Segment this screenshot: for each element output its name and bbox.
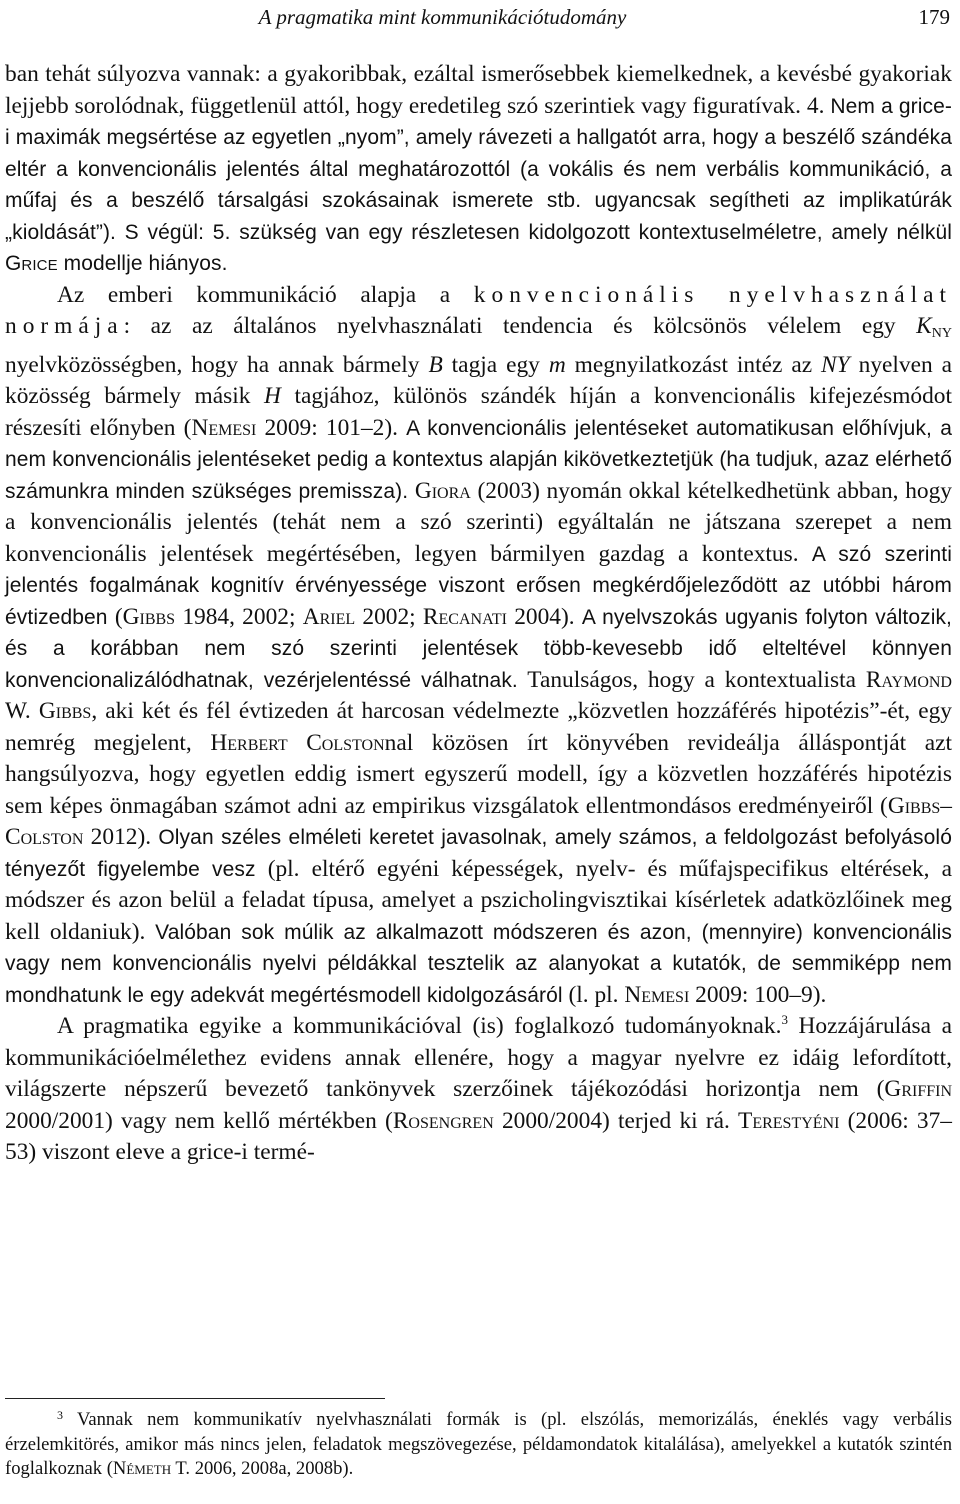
footnote-reference[interactable]: 3 bbox=[781, 1012, 788, 1027]
text-run: tagjához, különös szándék híján a konvencionális kifejezésmódot részesíti előnyben ( bbox=[5, 383, 952, 441]
sans-emphasis: A nyelvszokás ugyanis folyton változik, és a korábban nem szó szerinti jelentések több-kevesebb idő elteltével könnyen konvencionalizálódhatnak, vezérjelentéssé válhatnak. bbox=[5, 605, 952, 692]
author-name: Gibbs bbox=[122, 603, 176, 630]
text-run: 2000/2004) terjed ki rá. bbox=[493, 1107, 739, 1134]
text-run: nyelven a közösség bármely másik bbox=[5, 351, 952, 409]
text-run: : az az általános nyelvhasználati tendencia és kölcsönös vélelem egy bbox=[123, 313, 917, 339]
author-name: Colston bbox=[5, 824, 84, 850]
text-run: megnyilatkozást intéz az bbox=[565, 351, 822, 378]
text-run: tagja egy bbox=[442, 351, 549, 378]
text-run: (2003) nyomán okkal kételkedhetünk abban, hogy a konvencionális jelentés (tehát nem a szó szerinti) egyáltalán ne játszana szerepet a nem konvencionális jelentések megértésében, legyen bármilyen gazdag a kontextus. bbox=[5, 477, 952, 567]
author-name: Németh T. bbox=[112, 1458, 191, 1479]
running-head bbox=[5, 4, 950, 30]
sans-emphasis: modellje hiányos. bbox=[57, 252, 228, 275]
footnote-text bbox=[5, 1408, 952, 1482]
variable-b: B bbox=[428, 351, 443, 378]
text-run: nal közösen írt könyvében revideálja álláspontját azt hangsúlyozva, hogy egyetlen eddig ismert egyszerű modell, így a közvetlen hozzáférés hipotézis sem képes önmagában számot adni az empirikus vizsgálatok ellentmondásos eredményeiről ( bbox=[5, 729, 952, 819]
text-run: 2000/2001) vagy nem kellő mértékben ( bbox=[5, 1107, 393, 1134]
author-name: Giora bbox=[414, 477, 471, 504]
sans-emphasis: A konvencionális jelentéseket automatikusan előhívjuk, a nem konvencionális jelentéseket pedig a kontextus alapján kikövetkeztetjük (ha tudjuk, azaz elérhető számunkra minden szükséges premissza). bbox=[5, 416, 952, 503]
text-run: ( bbox=[107, 603, 123, 630]
author-name: Raymond W. Gibbs bbox=[5, 666, 952, 724]
text-run: 2009: 101–2). bbox=[256, 414, 407, 441]
paragraph-1 bbox=[5, 59, 952, 280]
text-run: nyelvközösségben, hogy ha annak bármely bbox=[5, 351, 429, 378]
text-run: – bbox=[940, 792, 952, 819]
variable-ny: NY bbox=[821, 351, 850, 378]
author-name: Recanati bbox=[422, 603, 507, 630]
page-number: 179 bbox=[918, 5, 950, 29]
text-run: ban tehát súlyozva vannak: a gyakoribbak, ezáltal ismerősebbek kiemelkednek, a kevésbé gyakoriak lejjebb sorolódnak, függetlenül attól, hogy eredetileg szó szerintiek vagy figuratívak. 4. bbox=[5, 61, 952, 119]
sans-emphasis: Valóban sok múlik az alkalmazott módszeren és azon, (mennyire) konvencionális vagy nem konvencionális nyelvi példákkal tesztelik az alanyokat a kutatók, de semmiképp nem mondhatunk le egy adekvát megértésmodell kidolgozásáról bbox=[5, 920, 952, 1007]
text-run: 2009: 100–9). bbox=[689, 981, 827, 1008]
text-run: 2012). bbox=[83, 824, 159, 850]
text-run: , aki két és fél évtizeden át harcosan védelmezte „közvetlen hozzáférés hipotézis”-ét, egy nemrég megjelent, bbox=[5, 698, 952, 756]
author-name: Griffin bbox=[884, 1076, 952, 1102]
variable-h: H bbox=[263, 383, 281, 409]
footnote-divider bbox=[5, 1398, 385, 1399]
author-name: Herbert Colston bbox=[210, 729, 385, 756]
text-run: 2002; bbox=[355, 603, 423, 630]
text-run: 2004). bbox=[506, 603, 582, 630]
text-run: 2006, 2008a, 2008b). bbox=[190, 1458, 354, 1479]
footnote-number: 3 bbox=[57, 1408, 63, 1422]
author-name: Grice bbox=[5, 252, 58, 275]
sans-emphasis: A szó szerinti jelentés fogalmának kognitív érvényessége viszont erősen megkérdőjeleződött az utóbbi három évtizedben bbox=[5, 542, 952, 629]
text-run: Tanulságos, hogy a kontextualista bbox=[517, 666, 866, 693]
paragraph-3 bbox=[5, 1011, 952, 1169]
paragraph-2 bbox=[5, 280, 952, 1012]
subscript-ny: NY bbox=[931, 326, 952, 341]
running-title: A pragmatika mint kommunikációtudomány bbox=[258, 5, 627, 29]
sans-emphasis: Nem a grice-i maximák megsértése az egyetlen „nyom”, amely rávezeti a hallgatót arra, hogy a beszélő szándéka eltér a konvencionális jelentés által meghatározottól (a vokális és nem verbális kommunikáció, a műfaj és a beszélő társalgási szokásainak ismerete stb. ugyancsak segítheti az implikatúrák „kioldását”). S végül: 5. szükség van egy részletesen kidolgozott kontextuselméletre, amely nélkül bbox=[5, 94, 952, 244]
variable-k: K bbox=[916, 313, 932, 339]
text-run: 1984, 2002; bbox=[175, 603, 303, 630]
author-name: Rosengren bbox=[392, 1107, 494, 1134]
text-run: (2006: 37–53) viszont eleve a grice-i termé- bbox=[5, 1107, 952, 1165]
text-run: (l. pl. bbox=[562, 981, 625, 1008]
text-run: (pl. eltérő egyéni képességek, nyelv- és műfajspecifikus eltérések, a módszer és azon belül a feladat típusa, amelyet a pszicholingvisztikai kísérletek adatközlőinek meg kell oldaniuk). bbox=[5, 855, 952, 945]
text-run: Vannak nem kommunikatív nyelvhasználati formák is (pl. elszólás, memorizálás, éneklés vagy verbális érzelemkitörés, amikor más nincs jelen, feladatok megszövegezése, példamondatok kitalálása), amelyekkel a kutatók szintén foglalkoznak ( bbox=[5, 1409, 952, 1479]
variable-m: m bbox=[548, 351, 566, 378]
spaced-term: konvencionális nyelvhasználat normája bbox=[5, 281, 952, 339]
author-name: Gibbs bbox=[887, 792, 941, 819]
text-run: A pragmatika egyike a kommunikációval (is) foglalkozó tudományoknak. bbox=[57, 1013, 782, 1039]
author-name: Nemesi bbox=[624, 981, 690, 1008]
author-name: Terestyéni bbox=[738, 1107, 840, 1134]
text-run: Az emberi kommunikáció alapja a bbox=[57, 281, 474, 308]
sans-emphasis: Olyan széles elméleti keretet javasolnak, amely számos, a feldolgozást befolyásoló tényezőt figyelembe vesz bbox=[5, 826, 952, 881]
author-name: Nemesi bbox=[191, 414, 257, 441]
footnote bbox=[5, 1408, 952, 1482]
text-run bbox=[408, 478, 415, 504]
body-text bbox=[5, 59, 952, 1169]
author-name: Ariel bbox=[302, 603, 356, 630]
text-run: Hozzájárulása a kommunikációelmélethez evidens annak ellenére, hogy a magyar nyelvre ez idáig lefordított, világszerte népszerű bevezető tankönyvek szerzőinek tájékozódási horizontja nem ( bbox=[5, 1013, 952, 1102]
